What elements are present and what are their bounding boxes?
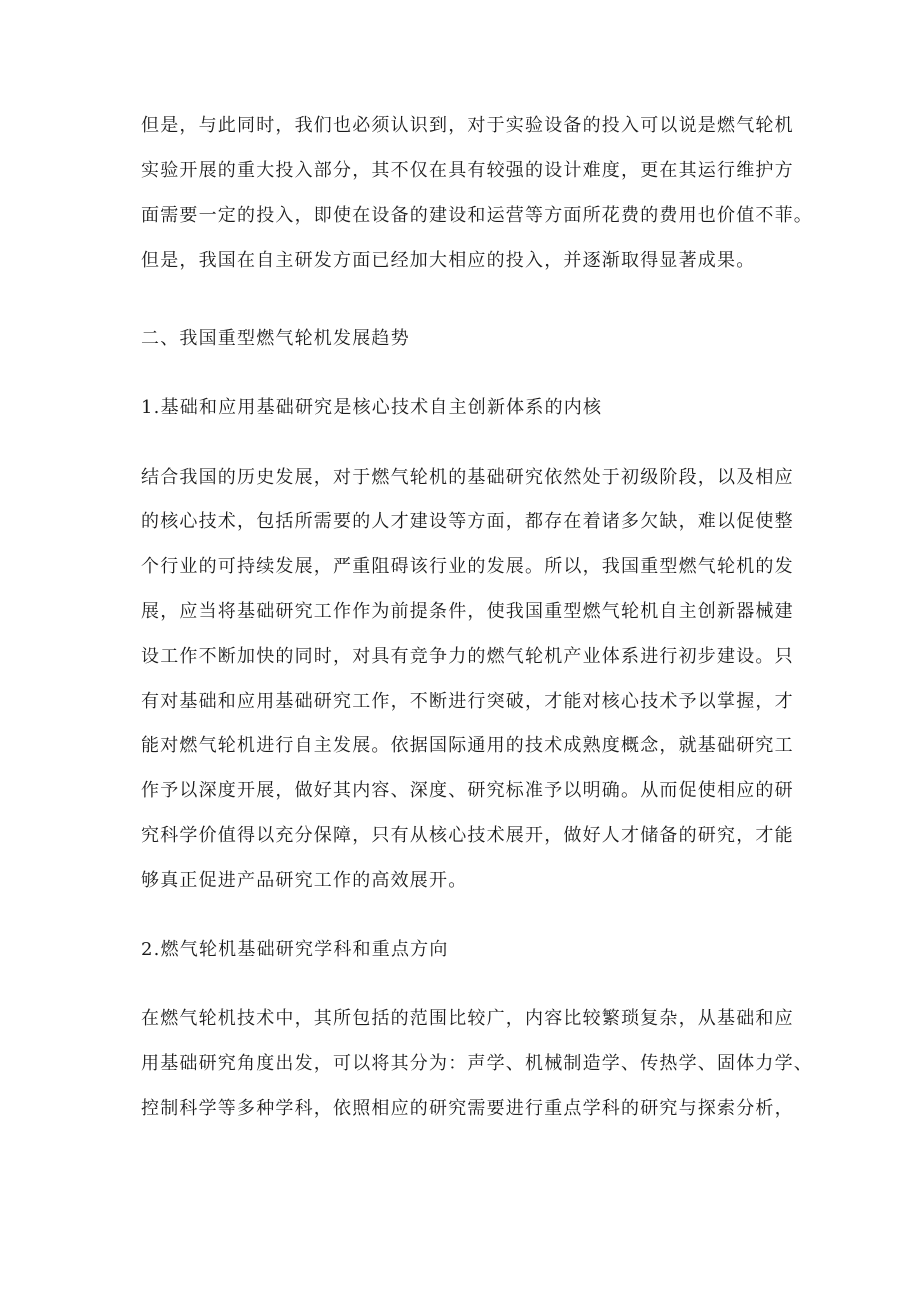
paragraph-line: 究科学价值得以充分保障，只有从核心技术展开，做好人才储备的研究，才能 (141, 825, 794, 846)
paragraph-line: 在燃气轮机技术中，其所包括的范围比较广，内容比较繁琐复杂，从基础和应 (141, 1008, 794, 1029)
paragraph-line: 结合我国的历史发展，对于燃气轮机的基础研究依然处于初级阶段，以及相应 (141, 467, 794, 488)
paragraph-line: 作予以深度开展，做好其内容、深度、研究标准予以明确。从而促使相应的研 (141, 780, 794, 801)
paragraph-line: 的核心技术，包括所需要的人才建设等方面，都存在着诸多欠缺，难以促使整 (141, 511, 794, 532)
section-heading: 二、我国重型燃气轮机发展趋势 (141, 328, 410, 349)
paragraph-line: 有对基础和应用基础研究工作，不断进行突破，才能对核心技术予以掌握，才 (141, 691, 794, 712)
paragraph-line: 够真正促进产品研究工作的高效展开。 (141, 870, 468, 891)
paragraph-line: 控制科学等多种学科，依照相应的研究需要进行重点学科的研究与探索分析， (141, 1098, 794, 1119)
paragraph-line: 展，应当将基础研究工作作为前提条件，使我国重型燃气轮机自主创新器械建 (141, 601, 794, 622)
paragraph-line: 但是，与此同时，我们也必须认识到，对于实验设备的投入可以说是燃气轮机 (141, 115, 794, 136)
subsection-heading-2: 2.燃气轮机基础研究学科和重点方向 (141, 939, 449, 960)
paragraph-line: 用基础研究角度出发，可以将其分为：声学、机械制造学、传热学、固体力学、 (141, 1053, 813, 1074)
paragraph-line: 设工作不断加快的同时，对具有竞争力的燃气轮机产业体系进行初步建设。只 (141, 646, 794, 667)
paragraph-line: 但是，我国在自主研发方面已经加大相应的投入，并逐渐取得显著成果。 (141, 250, 756, 271)
paragraph-line: 面需要一定的投入，即使在设备的建设和运营等方面所花费的费用也价值不菲。 (141, 205, 813, 226)
subsection-heading-1: 1.基础和应用基础研究是核心技术自主创新体系的内核 (141, 397, 603, 418)
paragraph-line: 实验开展的重大投入部分，其不仅在具有较强的设计难度，更在其运行维护方 (141, 160, 794, 181)
paragraph-line: 个行业的可持续发展，严重阻碍该行业的发展。所以，我国重型燃气轮机的发 (141, 556, 794, 577)
paragraph-line: 能对燃气轮机进行自主发展。依据国际通用的技术成熟度概念，就基础研究工 (141, 735, 794, 756)
